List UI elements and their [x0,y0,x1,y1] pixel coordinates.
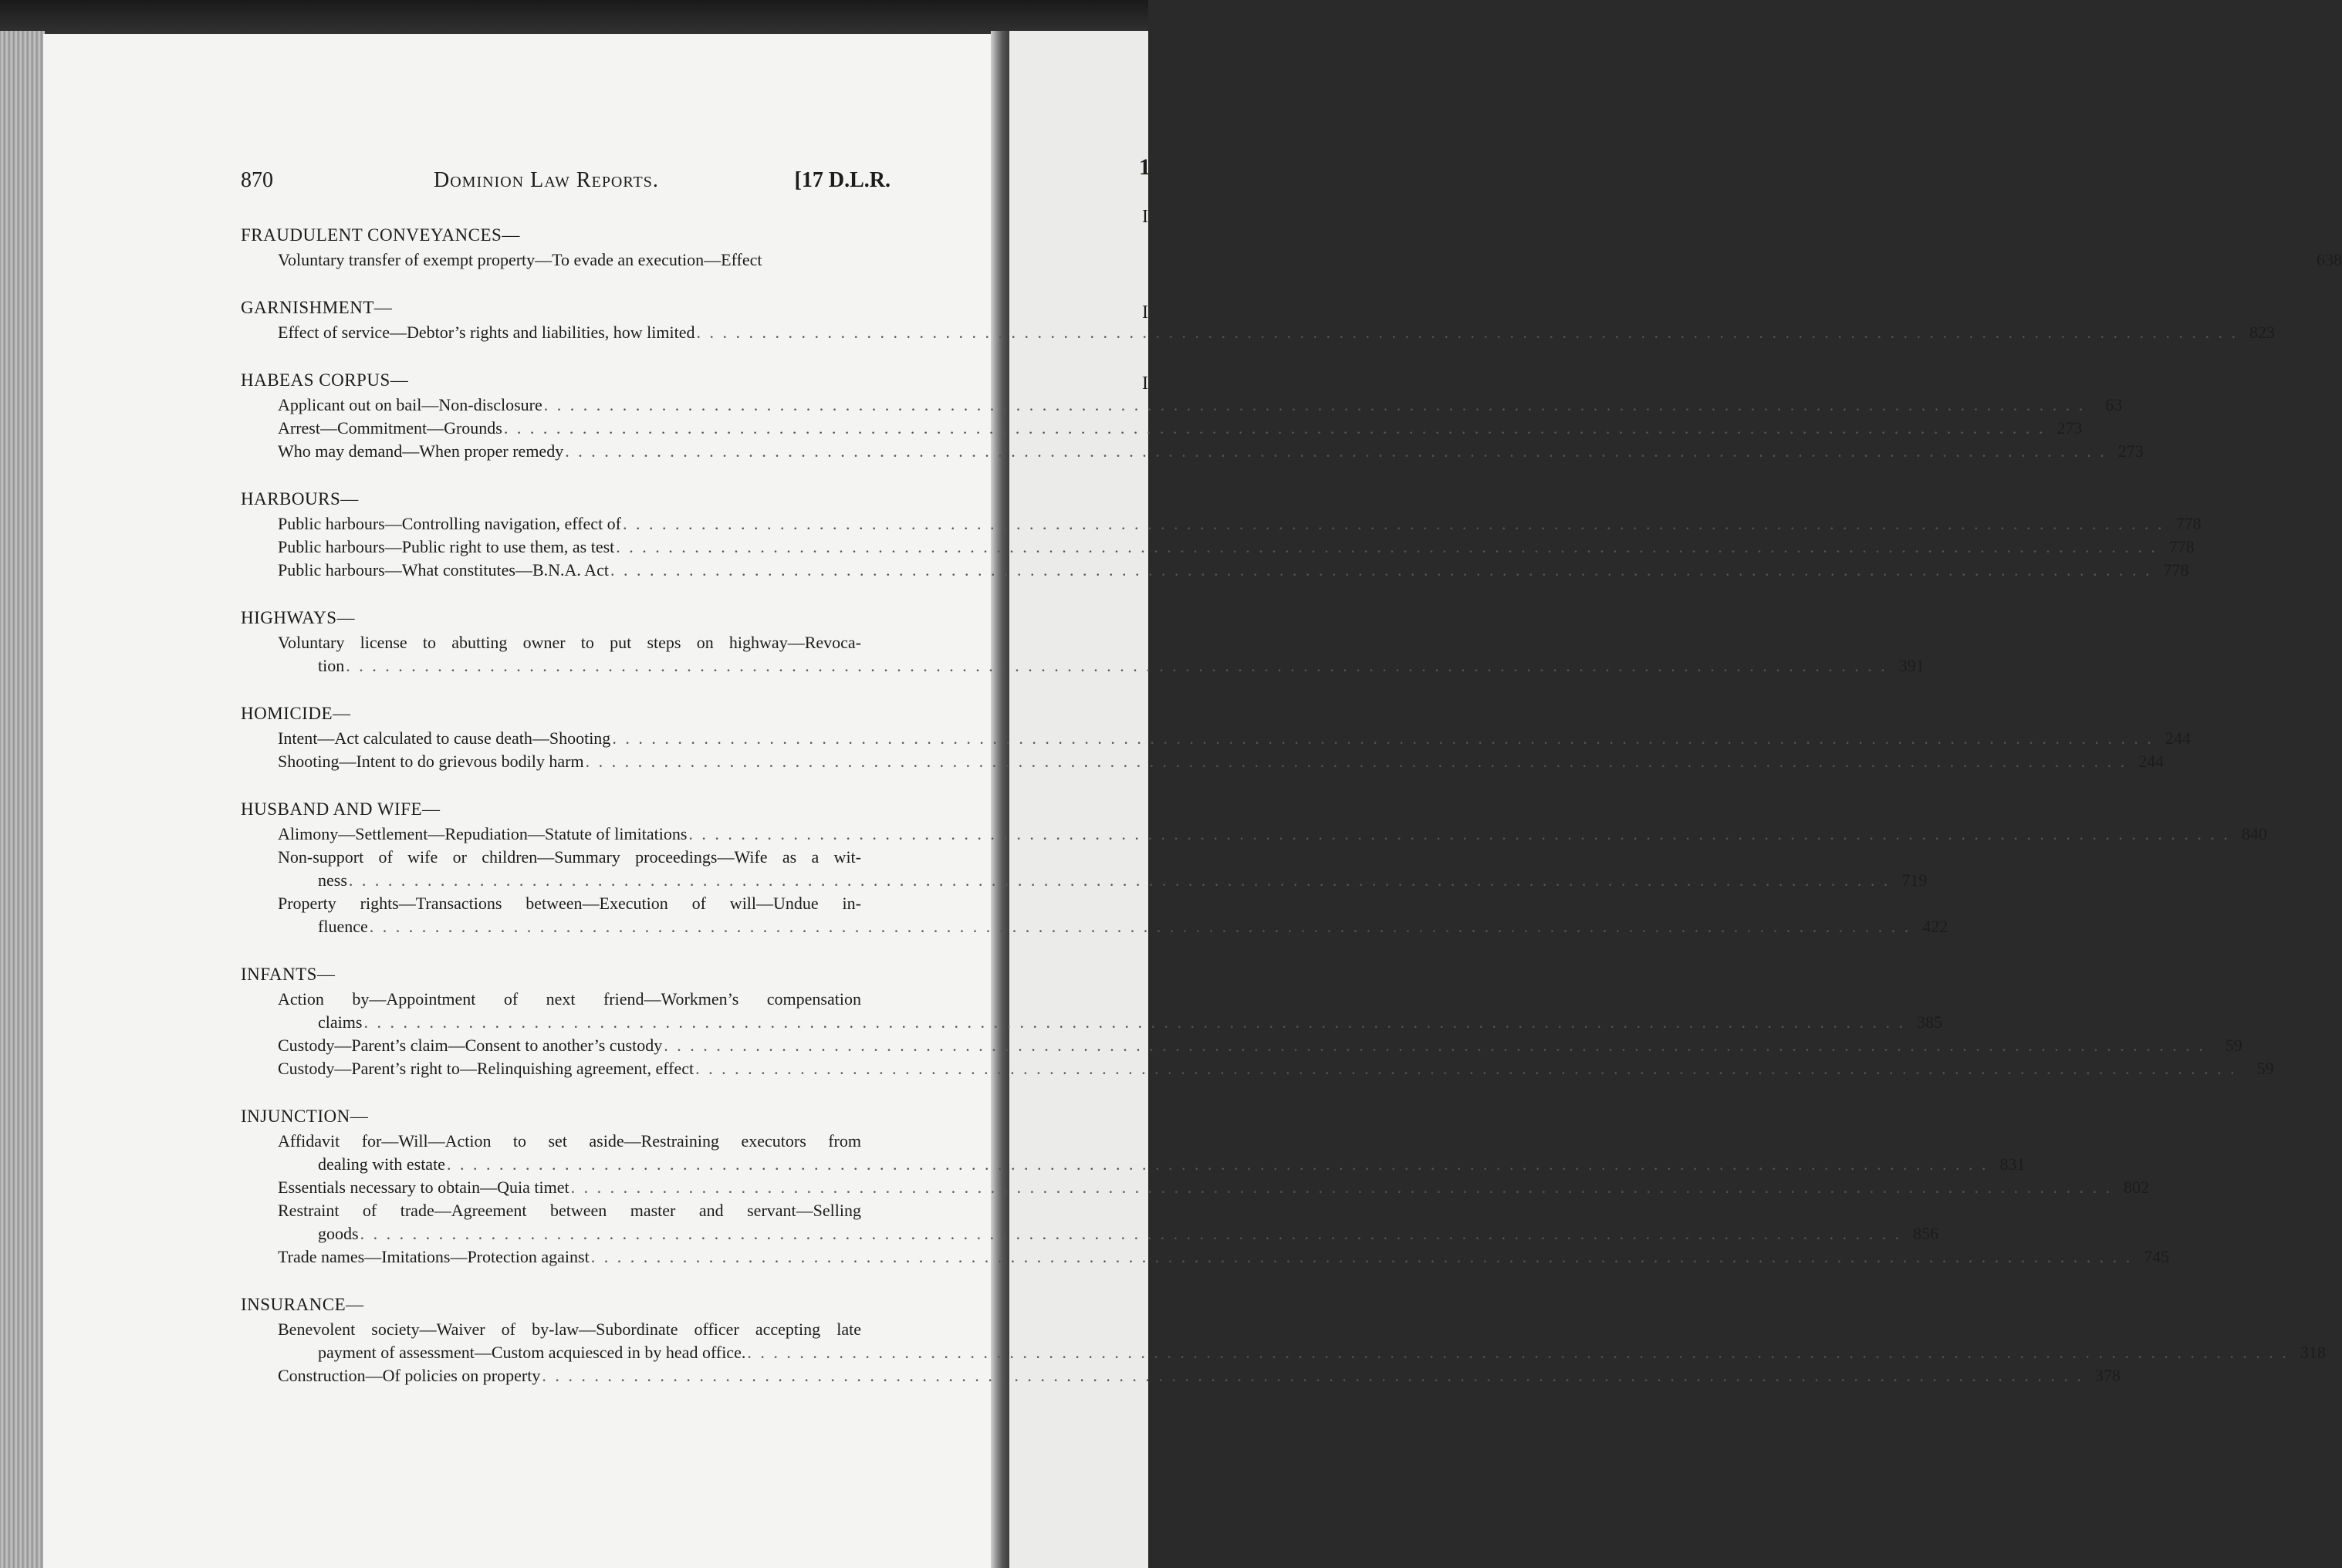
leader-dots [542,1364,2083,1387]
section-heading: INFANTS— [241,965,336,984]
index-entry [278,417,2083,440]
page-reference: 719 [1901,870,1928,890]
entry-text: Arrest—Commitment—Grounds [278,418,502,438]
index-entry [278,631,1925,678]
index-entry [278,1130,2026,1176]
index-section [241,1292,2326,1387]
entry-text: Shooting—Intent to do grievous bodily harm [278,752,584,771]
index-entry [278,512,2202,536]
leader-dots [695,1057,2237,1080]
entry-text: Public harbours—What constitutes—B.N.A. Act [278,560,609,580]
section-heading: INSURANCE— [241,1295,364,1314]
leader-dots [346,654,1887,678]
page-reference: 244 [2165,728,2191,748]
entry-text: Custody—Parent’s right to—Relinquishing agreement, effect [278,1059,694,1078]
index-entry [278,536,2195,559]
page-reference: 745 [2144,1247,2170,1266]
index-entry [278,846,1928,892]
index-entry [278,321,2276,344]
entry-first-line: Restraint of trade—Agreement between master and servant—Selling [278,1201,861,1220]
page-reference: 778 [2163,560,2189,580]
leader-dots [623,512,2165,536]
entry-text: Applicant out on bail—Non-disclosure [278,395,542,414]
entry-text: ness [318,870,347,890]
index-section [241,222,2342,272]
entry-text: Effect of service—Debtor’s rights and liabilities, how limited [278,323,695,342]
entry-first-line: Non-support of wife or children—Summary proceedings—Wife as a wit- [278,847,861,867]
page-reference: 63 [2105,395,2123,414]
leader-dots [612,727,2154,750]
page-reference: 59 [2225,1036,2242,1055]
leader-dots [610,559,2152,582]
entry-text: claims [318,1012,363,1032]
leader-dots [447,1153,1989,1176]
leader-dots [544,394,2086,417]
page-reference: 318 [2300,1343,2326,1362]
facing-page-char: I [1142,207,1148,227]
index-entry [278,248,2342,272]
entry-first-line: Action by—Appointment of next friend—Workmen’s compensation [278,989,861,1009]
page-reference: 778 [2175,514,2202,533]
entry-text: goods [318,1224,359,1243]
section-heading: FRAUDULENT CONVEYANCES— [241,225,520,245]
leader-dots [370,915,1911,938]
section-heading: INJUNCTION— [241,1107,369,1126]
leader-dots [565,440,2107,463]
volume-reference: [17 D.L.R. [794,168,891,192]
entry-text: tion [318,656,345,675]
index-content [241,222,2342,1411]
entry-text: Voluntary transfer of exempt property—To evade an execution—Effect [278,250,762,269]
index-entry [278,1057,2274,1080]
leader-dots [349,869,1891,892]
page-reference: 856 [1913,1224,1939,1243]
index-entry [278,1034,2242,1057]
leader-dots [747,1341,2289,1364]
entry-text: Public harbours—Public right to use them, as test [278,537,615,556]
section-heading: HOMICIDE— [241,704,351,723]
leader-dots [688,823,2230,846]
index-entry [278,1199,1939,1245]
page-reference: 59 [2256,1059,2274,1078]
index-entry [278,1176,2150,1199]
index-entry [278,750,2165,773]
section-heading: HABEAS CORPUS— [241,370,409,390]
page-reference: 378 [2094,1366,2121,1385]
leader-dots [616,536,2158,559]
book-page-edges [0,31,45,1568]
page-reference: 244 [2138,752,2165,771]
entry-text: payment of assessment—Custom acquiesced in by head office. [318,1343,746,1362]
index-section [241,605,1925,678]
page-reference: 391 [1898,656,1925,675]
page-reference: 823 [2249,323,2276,342]
index-section [241,486,2202,582]
leader-dots [363,1011,1905,1034]
leader-dots [504,417,2046,440]
facing-page-char: I [1142,302,1148,323]
leader-dots [360,1222,1902,1245]
index-section [241,295,2276,344]
index-section [241,796,2267,938]
section-heading: GARNISHMENT— [241,298,393,317]
page-number: 870 [241,168,273,192]
page-reference: 831 [1999,1154,2026,1174]
index-entry [278,1318,2326,1364]
index-entry [278,1245,2170,1269]
facing-page-char: I [1142,373,1148,394]
page-reference: 840 [2241,824,2267,843]
running-header [241,168,891,199]
leader-dots [591,1245,2133,1269]
page-reference: 385 [1916,1012,1942,1032]
index-entry [278,988,1942,1034]
page-reference: 273 [2056,418,2083,438]
entry-text: Alimony—Settlement—Repudiation—Statute of limitations [278,824,688,843]
page-reference: 638 [2316,250,2342,269]
page-reference: 273 [2117,441,2144,461]
index-section [241,1103,2170,1269]
index-entry [278,892,1948,938]
entry-text: Public harbours—Controlling navigation, effect of [278,514,622,533]
leader-dots [586,750,2127,773]
leader-dots [571,1176,2113,1199]
index-entry [278,559,2189,582]
entry-text: fluence [318,917,368,936]
entry-first-line: Affidavit for—Will—Action to set aside—Restraining executors from [278,1131,861,1151]
facing-page-char: 1 [1139,154,1151,180]
index-section [241,961,2274,1080]
leader-dots [697,321,2239,344]
entry-text: dealing with estate [318,1154,445,1174]
entry-first-line: Benevolent society—Waiver of by-law—Subordinate officer accepting late [278,1320,861,1339]
leader-dots [664,1034,2205,1057]
entry-text: Essentials necessary to obtain—Quia timet [278,1178,569,1197]
book-gutter [991,31,1009,1568]
running-title: Dominion Law Reports. [434,168,659,192]
index-section [241,701,2191,773]
entry-first-line: Voluntary license to abutting owner to put steps on highway—Revoca- [278,633,861,652]
page-reference: 778 [2168,537,2195,556]
entry-text: Who may demand—When proper remedy [278,441,564,461]
entry-text: Custody—Parent’s claim—Consent to another’s custody [278,1036,663,1055]
entry-text: Intent—Act calculated to cause death—Shooting [278,728,611,748]
entry-first-line: Property rights—Transactions between—Execution of will—Undue in- [278,894,861,913]
index-entry [278,440,2144,463]
index-entry [278,1364,2121,1387]
index-entry [278,823,2267,846]
facing-page [1009,31,1151,1568]
index-entry [278,727,2191,750]
index-section [241,367,2144,463]
section-heading: HARBOURS— [241,489,359,509]
entry-text: Construction—Of policies on property [278,1366,541,1385]
entry-text: Trade names—Imitations—Protection against [278,1247,590,1266]
index-entry [278,394,2123,417]
page-reference: 802 [2124,1178,2150,1197]
page-reference: 422 [1922,917,1948,936]
section-heading: HIGHWAYS— [241,608,356,627]
section-heading: HUSBAND AND WIFE— [241,799,441,819]
